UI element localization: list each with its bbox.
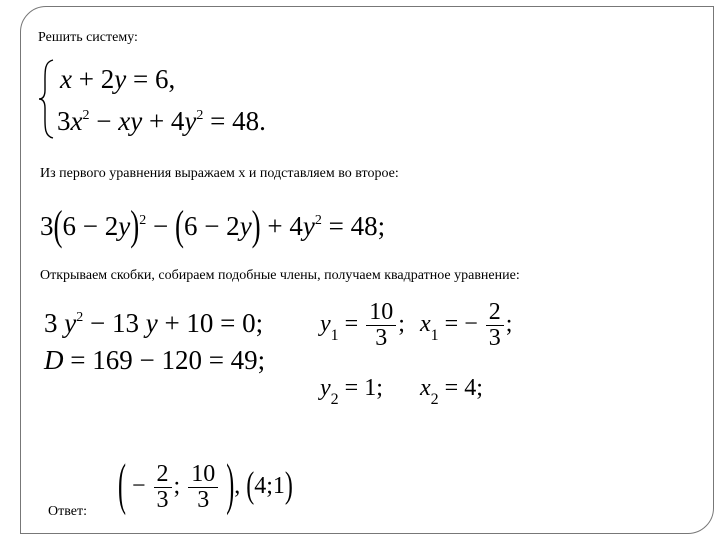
answer-label: Ответ: xyxy=(48,504,87,519)
system-brace xyxy=(36,58,56,140)
answer-fraction-1: $\frac{2}{3}$ xyxy=(154,462,172,513)
root-x1: $x_1$ = − $\frac{2}{3}$ ; xyxy=(420,299,513,352)
root-y1-fraction: $\frac{10}{3}$ xyxy=(366,300,396,351)
root-y2: $y_2 = 1$; xyxy=(320,375,383,408)
root-x1-fraction: $\frac{2}{3}$ xyxy=(486,300,504,351)
system-eq2: $3x^2$ − xy + $4y^2 = 48$. xyxy=(57,106,266,136)
root-x2: $x_2 = 4$; xyxy=(420,375,483,408)
answer-fraction-2: $\frac{10}{3}$ xyxy=(188,462,218,513)
answer-value: ( − $\frac{2}{3}$ ; $\frac{10}{3}$ ), (4;1) xyxy=(118,455,293,518)
quadratic-equation: 3 $y^2 - 13$ y + 10 = 0; xyxy=(44,308,264,338)
step1-label: Из первого уравнения выражаем x и подставляем во второе: xyxy=(40,166,399,181)
discriminant: D = 169 − 120 = 49; xyxy=(44,345,266,375)
root-y1: $y_1$ = $\frac{10}{3}$ ; xyxy=(320,299,405,352)
system-eq1: x + 2y = 6, xyxy=(60,64,176,94)
substitution-equation: $3(6 - 2y)^2 - (6 - 2y) + 4y^2 = 48$; xyxy=(40,202,386,249)
step2-label: Открываем скобки, собираем подобные члены, получаем квадратное уравнение: xyxy=(40,268,520,283)
task-title: Решить систему: xyxy=(38,30,138,45)
